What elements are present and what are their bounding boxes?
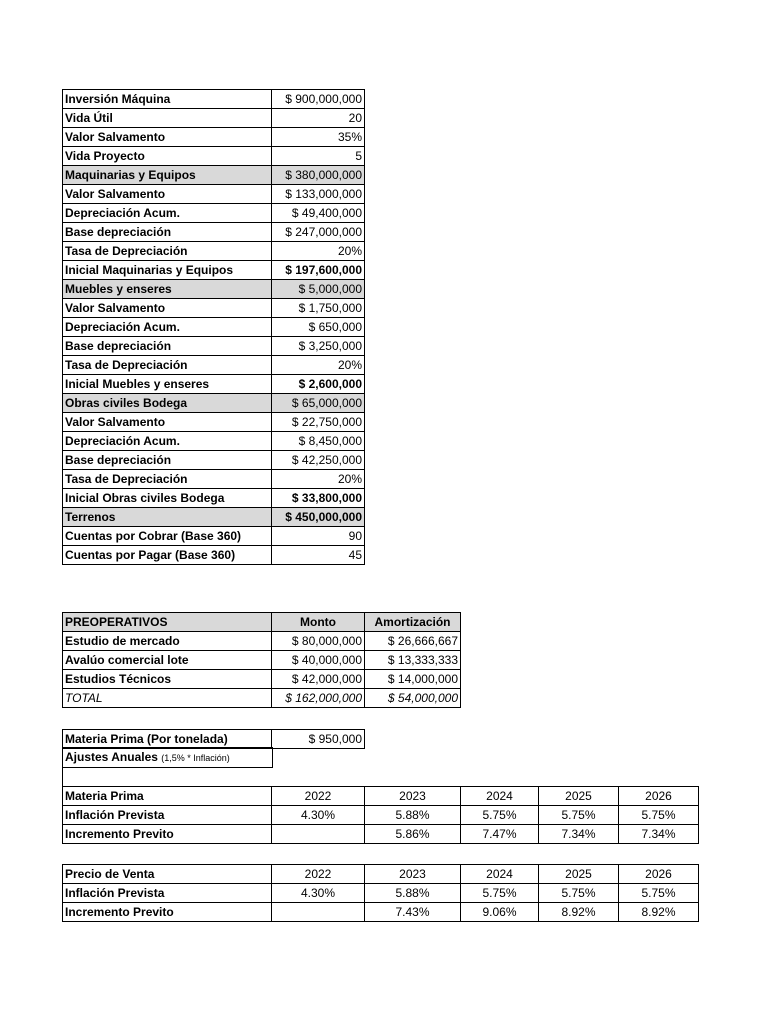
row-value: 20% xyxy=(272,242,365,261)
table-row xyxy=(63,546,365,565)
mp-year: 2022 xyxy=(272,787,365,806)
row-label: Depreciación Acum. xyxy=(63,432,272,451)
row-label: Base depreciación xyxy=(63,451,272,470)
pv-inflacion-value: 5.88% xyxy=(365,884,461,903)
row-value: 20% xyxy=(272,356,365,375)
pv-inflacion-value: 5.75% xyxy=(619,884,699,903)
preop-cell: $ 13,333,333 xyxy=(365,651,461,670)
row-label: Base depreciación xyxy=(63,223,272,242)
mp-inflacion-value: 4.30% xyxy=(272,806,365,825)
row-value: 20% xyxy=(272,470,365,489)
table-row xyxy=(63,432,365,451)
row-value: $ 42,250,000 xyxy=(272,451,365,470)
pv-inflacion-value: 4.30% xyxy=(272,884,365,903)
table-row xyxy=(63,299,365,318)
table-row xyxy=(63,166,365,185)
row-label: Inicial Muebles y enseres xyxy=(63,375,272,394)
row-label: Depreciación Acum. xyxy=(63,204,272,223)
mp-incremento-value: 7.34% xyxy=(619,825,699,844)
table-row xyxy=(63,109,365,128)
table-row xyxy=(63,670,461,689)
row-label: Base depreciación xyxy=(63,337,272,356)
row-value: $ 33,800,000 xyxy=(272,489,365,508)
row-label: Obras civiles Bodega xyxy=(63,394,272,413)
materia-prima-price-table xyxy=(62,729,365,749)
row-value: $ 49,400,000 xyxy=(272,204,365,223)
table-row xyxy=(63,204,365,223)
blank-spacer-line xyxy=(62,766,63,787)
preop-cell: Estudios Técnicos xyxy=(63,670,272,689)
materia-prima-label: Materia Prima (Por tonelada) xyxy=(63,730,272,749)
preop-total-row xyxy=(63,689,461,708)
pv-incremento-value: 7.43% xyxy=(365,903,461,922)
pv-year: 2023 xyxy=(365,865,461,884)
row-value: 90 xyxy=(272,527,365,546)
table-row xyxy=(63,394,365,413)
row-label: Muebles y enseres xyxy=(63,280,272,299)
mp-inflacion-label: Inflación Prevista xyxy=(63,806,272,825)
precio-venta-years-table xyxy=(62,864,699,922)
pv-incremento-value: 9.06% xyxy=(461,903,539,922)
pv-incremento-value: 8.92% xyxy=(619,903,699,922)
row-label: Depreciación Acum. xyxy=(63,318,272,337)
row-label: Valor Salvamento xyxy=(63,128,272,147)
row-value: $ 450,000,000 xyxy=(272,508,365,527)
preop-header-amortizacion: Amortización xyxy=(365,613,461,632)
table-row xyxy=(63,632,461,651)
mp-incremento-value: 5.86% xyxy=(365,825,461,844)
table-row xyxy=(63,185,365,204)
pv-year: 2022 xyxy=(272,865,365,884)
row-value: $ 3,250,000 xyxy=(272,337,365,356)
row-value: 5 xyxy=(272,147,365,166)
table-row xyxy=(63,223,365,242)
row-label: Maquinarias y Equipos xyxy=(63,166,272,185)
row-value: $ 8,450,000 xyxy=(272,432,365,451)
table-row xyxy=(63,748,273,768)
table-row xyxy=(63,787,699,806)
preop-header-row xyxy=(63,613,461,632)
table-row xyxy=(63,508,365,527)
preop-total-monto: $ 162,000,000 xyxy=(272,689,365,708)
row-label: Tasa de Depreciación xyxy=(63,470,272,489)
row-value: $ 650,000 xyxy=(272,318,365,337)
row-label: Inicial Maquinarias y Equipos xyxy=(63,261,272,280)
preop-cell: $ 26,666,667 xyxy=(365,632,461,651)
table-row xyxy=(63,470,365,489)
pv-year: 2025 xyxy=(539,865,619,884)
row-value: $ 2,600,000 xyxy=(272,375,365,394)
materia-prima-value: $ 950,000 xyxy=(272,730,365,749)
row-label: Valor Salvamento xyxy=(63,299,272,318)
preop-header-label: PREOPERATIVOS xyxy=(63,613,272,632)
row-label: Inicial Obras civiles Bodega xyxy=(63,489,272,508)
table-row xyxy=(63,375,365,394)
mp-year: 2023 xyxy=(365,787,461,806)
table-row xyxy=(63,884,699,903)
row-label: Vida Proyecto xyxy=(63,147,272,166)
row-label: Terrenos xyxy=(63,508,272,527)
table-row xyxy=(63,128,365,147)
preop-header-monto: Monto xyxy=(272,613,365,632)
table-row xyxy=(63,261,365,280)
row-value: $ 197,600,000 xyxy=(272,261,365,280)
row-value: $ 65,000,000 xyxy=(272,394,365,413)
ajustes-table xyxy=(62,747,273,768)
table-row xyxy=(63,318,365,337)
ajustes-cell xyxy=(63,748,273,768)
row-label: Tasa de Depreciación xyxy=(63,242,272,261)
mp-incremento-label: Incremento Previto xyxy=(63,825,272,844)
table-row xyxy=(63,651,461,670)
table-row xyxy=(63,280,365,299)
table-row xyxy=(63,451,365,470)
row-value: 45 xyxy=(272,546,365,565)
pv-incremento-value xyxy=(272,903,365,922)
table-row xyxy=(63,730,365,749)
preop-cell: $ 80,000,000 xyxy=(272,632,365,651)
preop-total-amortizacion: $ 54,000,000 xyxy=(365,689,461,708)
row-label: Valor Salvamento xyxy=(63,185,272,204)
ajustes-note: (1,5% * Inflación) xyxy=(161,753,230,763)
row-value: $ 5,000,000 xyxy=(272,280,365,299)
row-value: 35% xyxy=(272,128,365,147)
table-row xyxy=(63,356,365,375)
row-value: 20 xyxy=(272,109,365,128)
ajustes-label: Ajustes Anuales xyxy=(65,750,158,764)
table-row xyxy=(63,147,365,166)
table-row xyxy=(63,806,699,825)
row-label: Cuentas por Cobrar (Base 360) xyxy=(63,527,272,546)
row-label: Valor Salvamento xyxy=(63,413,272,432)
preoperativos-table xyxy=(62,612,461,708)
mp-header-label: Materia Prima xyxy=(63,787,272,806)
mp-year: 2025 xyxy=(539,787,619,806)
table-row xyxy=(63,825,699,844)
pv-year: 2024 xyxy=(461,865,539,884)
table-row xyxy=(63,90,365,109)
row-value: $ 247,000,000 xyxy=(272,223,365,242)
row-value: $ 22,750,000 xyxy=(272,413,365,432)
preop-cell: Estudio de mercado xyxy=(63,632,272,651)
preop-cell: Avalúo comercial lote xyxy=(63,651,272,670)
mp-inflacion-value: 5.75% xyxy=(539,806,619,825)
table-row xyxy=(63,865,699,884)
row-value: $ 380,000,000 xyxy=(272,166,365,185)
table-row xyxy=(63,337,365,356)
mp-inflacion-value: 5.75% xyxy=(619,806,699,825)
investment-table xyxy=(62,89,365,565)
mp-incremento-value: 7.47% xyxy=(461,825,539,844)
pv-year: 2026 xyxy=(619,865,699,884)
table-row xyxy=(63,242,365,261)
investment-table-body xyxy=(63,90,365,565)
preop-cell: $ 40,000,000 xyxy=(272,651,365,670)
mp-inflacion-value: 5.75% xyxy=(461,806,539,825)
pv-incremento-value: 8.92% xyxy=(539,903,619,922)
row-label: Tasa de Depreciación xyxy=(63,356,272,375)
table-row xyxy=(63,903,699,922)
row-value: $ 900,000,000 xyxy=(272,90,365,109)
mp-incremento-value: 7.34% xyxy=(539,825,619,844)
preop-total-label: TOTAL xyxy=(63,689,272,708)
row-label: Vida Útil xyxy=(63,109,272,128)
mp-year: 2026 xyxy=(619,787,699,806)
mp-incremento-value xyxy=(272,825,365,844)
materia-prima-years-table xyxy=(62,786,699,844)
mp-year: 2024 xyxy=(461,787,539,806)
pv-inflacion-label: Inflación Prevista xyxy=(63,884,272,903)
mp-inflacion-value: 5.88% xyxy=(365,806,461,825)
pv-header-label: Precio de Venta xyxy=(63,865,272,884)
row-label: Inversión Máquina xyxy=(63,90,272,109)
pv-inflacion-value: 5.75% xyxy=(539,884,619,903)
pv-inflacion-value: 5.75% xyxy=(461,884,539,903)
table-row xyxy=(63,413,365,432)
row-value: $ 1,750,000 xyxy=(272,299,365,318)
table-row xyxy=(63,489,365,508)
row-label: Cuentas por Pagar (Base 360) xyxy=(63,546,272,565)
preop-cell: $ 42,000,000 xyxy=(272,670,365,689)
preop-cell: $ 14,000,000 xyxy=(365,670,461,689)
table-row xyxy=(63,527,365,546)
row-value: $ 133,000,000 xyxy=(272,185,365,204)
pv-incremento-label: Incremento Previto xyxy=(63,903,272,922)
